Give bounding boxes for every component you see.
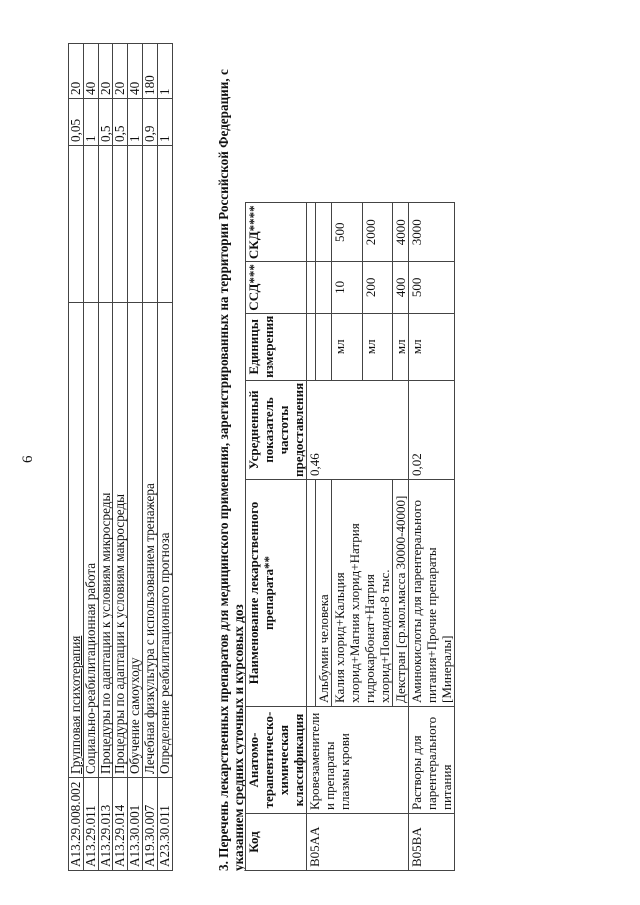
service-blank — [98, 146, 113, 303]
drug-ssd: 200 — [362, 262, 393, 314]
drug-unit: мл — [362, 313, 393, 380]
section-3-heading: 3. Перечень лекарственных препаратов для медицинского применения, зарегистрированных на территории Российской Федерации, с указанием средних суточных и курсовых доз — [216, 69, 246, 871]
service-name: Лечебная физкультура с использованием тренажера — [142, 303, 157, 778]
header-skd: СКД**** — [246, 203, 307, 262]
drug-unit — [316, 313, 332, 380]
service-multiplicity: 40 — [128, 44, 143, 99]
drug-skd: 500 — [332, 203, 363, 262]
table-row — [83, 44, 98, 871]
drug-skd: 4000 — [393, 203, 409, 262]
table-row — [409, 203, 455, 871]
service-multiplicity: 20 — [69, 44, 84, 99]
table-row — [307, 203, 316, 871]
service-code: A13.29.014 — [113, 778, 128, 871]
drug-ssd: 10 — [332, 262, 363, 314]
drug-ssd — [316, 262, 332, 314]
table-row — [157, 44, 172, 871]
drug-ssd — [307, 262, 316, 314]
service-frequency: 1 — [83, 99, 98, 146]
service-name: Процедуры по адаптации к условиям микросреды — [98, 303, 113, 778]
service-blank — [113, 146, 128, 303]
service-frequency: 0,5 — [113, 99, 128, 146]
drug-name: Аминокислоты для парентерального питания+Прочие препараты [Минералы] — [409, 480, 455, 707]
drug-name — [307, 480, 316, 707]
service-name: Определение реабилитационного прогноза — [157, 303, 172, 778]
service-blank — [69, 146, 84, 303]
service-blank — [142, 146, 157, 303]
service-frequency: 0,9 — [142, 99, 157, 146]
service-multiplicity: 20 — [113, 44, 128, 99]
drug-unit: мл — [332, 313, 363, 380]
service-frequency: 1 — [157, 99, 172, 146]
service-frequency: 1 — [128, 99, 143, 146]
group-atc-class: Кровезаменители и препараты плазмы крови — [307, 707, 409, 814]
drug-skd: 2000 — [362, 203, 393, 262]
header-code: Код — [246, 814, 307, 871]
service-multiplicity: 180 — [142, 44, 157, 99]
service-blank — [128, 146, 143, 303]
header-drug-name: Наименование лекарственного препарата** — [246, 480, 307, 707]
service-frequency: 0,05 — [69, 99, 84, 146]
service-code: A13.29.008.002 — [69, 778, 84, 871]
drug-name: Калия хлорид+Кальция хлорид+Магния хлорид+Натрия гидрокарбонат+Натрия хлорид+Повидон-8 тыс. — [332, 480, 393, 707]
group-code: B05AA — [307, 814, 409, 871]
service-multiplicity: 20 — [98, 44, 113, 99]
header-frequency: Усредненный показатель частоты предоставления — [246, 380, 307, 479]
group-code: B05BA — [409, 814, 455, 871]
service-code: A13.29.013 — [98, 778, 113, 871]
table-row — [69, 44, 84, 871]
drug-unit — [307, 313, 316, 380]
table-row — [128, 44, 143, 871]
page-number: 6 — [20, 455, 36, 463]
service-multiplicity: 1 — [157, 44, 172, 99]
service-code: A13.29.011 — [83, 778, 98, 871]
group-frequency: 0,02 — [409, 380, 455, 479]
service-name: Обучение самоуходу — [128, 303, 143, 778]
service-name: Социально-реабилитационная работа — [83, 303, 98, 778]
drug-ssd: 400 — [393, 262, 409, 314]
group-atc-class: Растворы для парентерального питания — [409, 707, 455, 814]
group-frequency: 0,46 — [307, 380, 409, 479]
service-name: Процедуры по адаптации к условиям макросреды — [113, 303, 128, 778]
service-multiplicity: 40 — [83, 44, 98, 99]
drug-skd — [307, 203, 316, 262]
drug-skd: 3000 — [409, 203, 455, 262]
service-name: Групповая психотерапия — [69, 303, 84, 778]
table-row — [113, 44, 128, 871]
table-row — [98, 44, 113, 871]
drug-unit: мл — [409, 313, 455, 380]
drug-skd — [316, 203, 332, 262]
drug-name: Декстран [ср.мол.масса 30000-40000] — [393, 480, 409, 707]
drug-table — [245, 202, 455, 871]
service-blank — [83, 146, 98, 303]
header-atc: Анатомо-терапевтическо-химическая классификация — [246, 707, 307, 814]
service-blank — [157, 146, 172, 303]
drug-ssd: 500 — [409, 262, 455, 314]
drug-table-header — [246, 203, 307, 871]
service-code: A13.30.001 — [128, 778, 143, 871]
drug-unit: мл — [393, 313, 409, 380]
drug-name: Альбумин человека — [316, 480, 332, 707]
table-row — [142, 44, 157, 871]
service-code: A19.30.007 — [142, 778, 157, 871]
service-frequency: 0,5 — [98, 99, 113, 146]
service-code: A23.30.011 — [157, 778, 172, 871]
services-table — [68, 43, 173, 871]
header-unit: Единицы измерения — [246, 313, 307, 380]
header-ssd: ССД*** — [246, 262, 307, 314]
